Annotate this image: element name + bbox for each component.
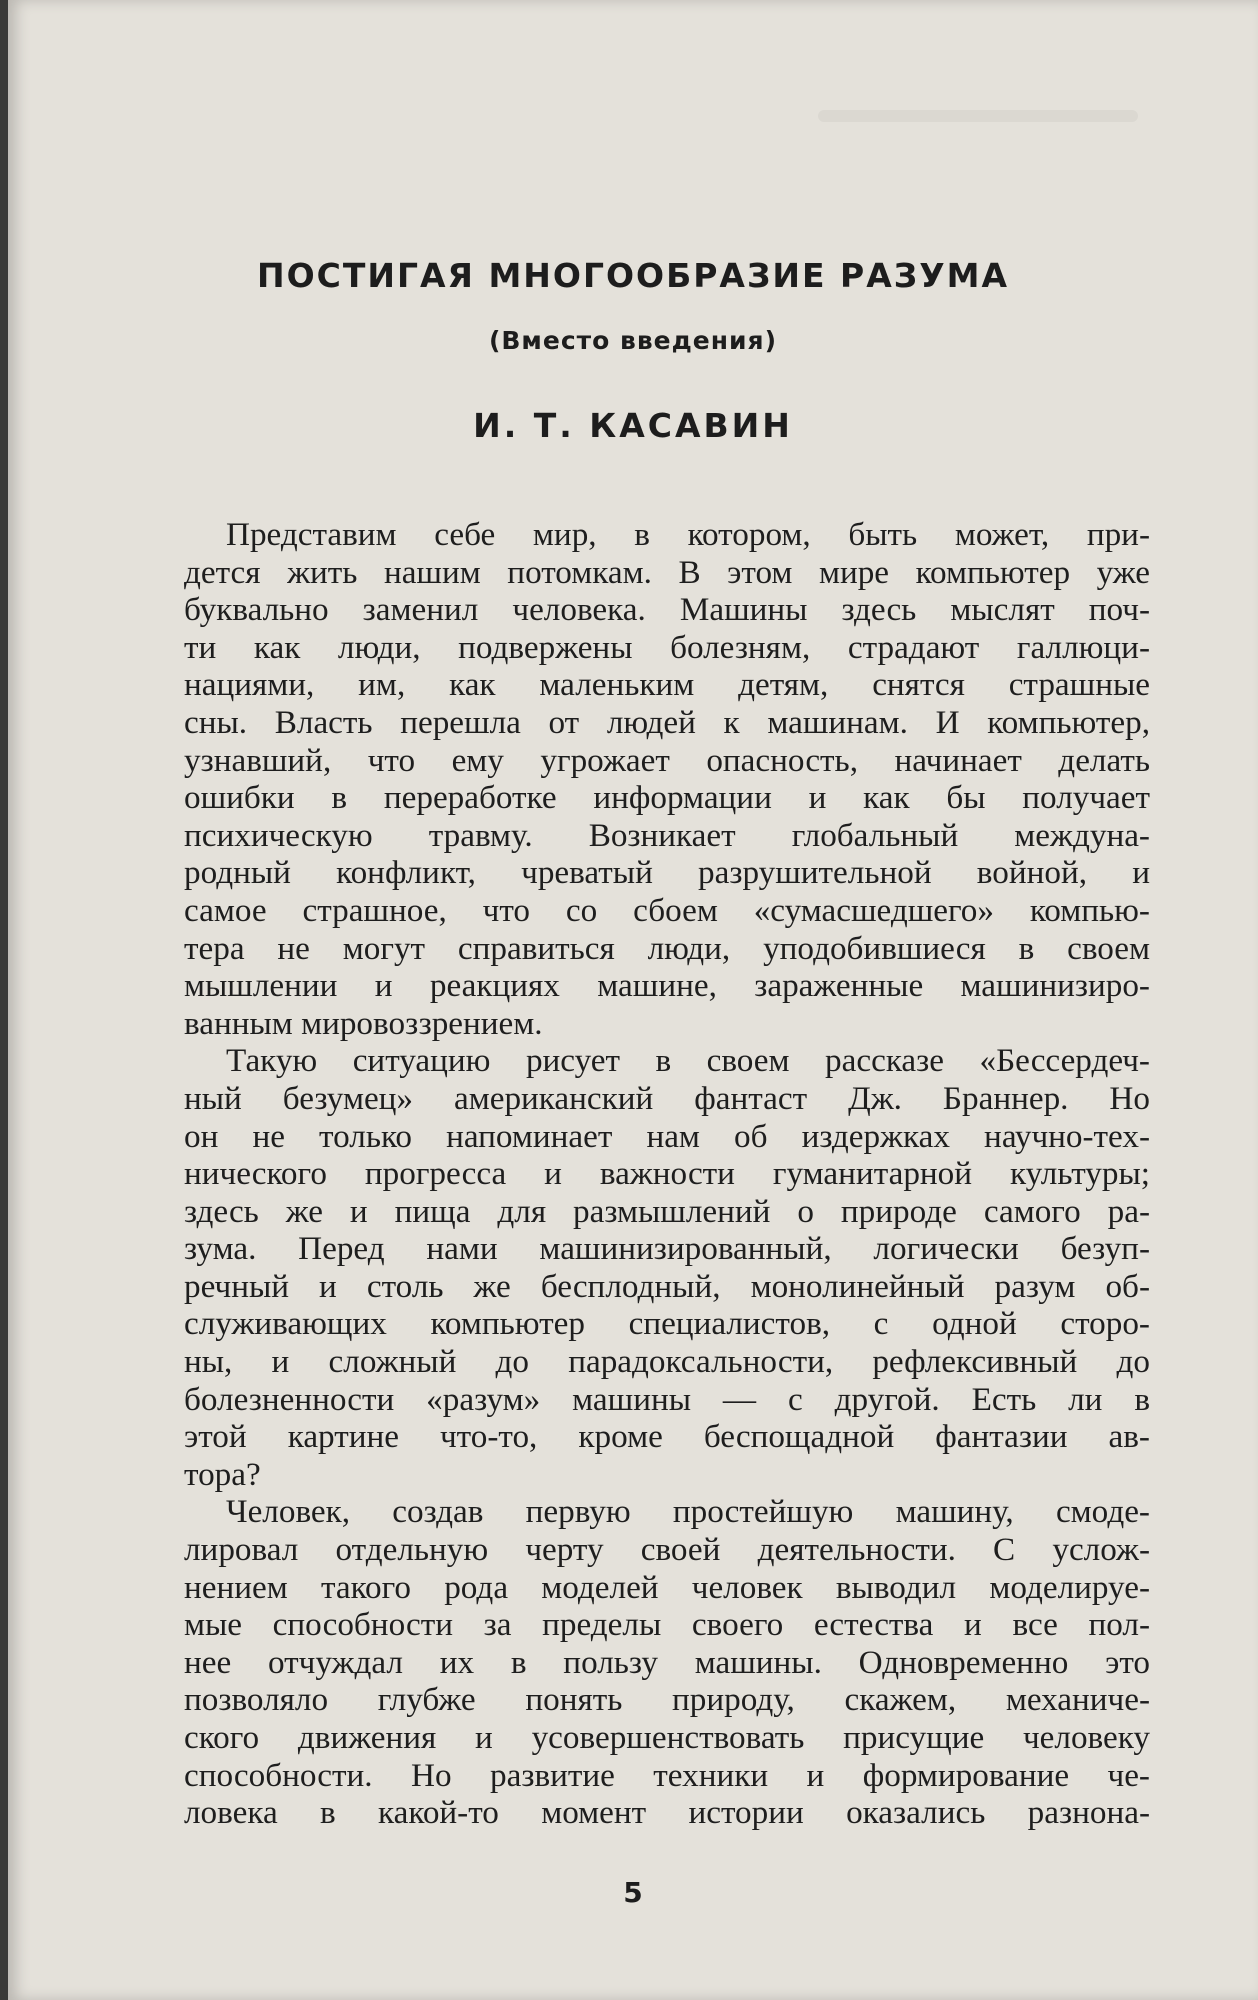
chapter-subtitle: (Вместо введения): [488, 326, 778, 355]
text-line: ского движения и усовершенствовать присущие человеку: [184, 1719, 1150, 1756]
chapter-author: И. Т. КАСАВИН: [473, 406, 793, 445]
paragraph-2: [184, 1042, 1150, 1493]
text-line: родный конфликт, чреватый разрушительной войной, и: [184, 854, 1150, 892]
text-line: речный и столь же бесплодный, монолинейный разум об-: [184, 1267, 1150, 1305]
text-line: способности. Но развитие техники и формирование че-: [184, 1756, 1150, 1794]
text-line: Человек, создав первую простейшую машину, смоде-: [226, 1493, 1150, 1531]
body-text: [184, 516, 1150, 1832]
text-line: мые способности за пределы своего естества и все пол-: [184, 1606, 1150, 1644]
text-line: ловека в какой-то момент истории оказались разнона-: [184, 1794, 1150, 1832]
page-number: 5: [623, 1876, 643, 1909]
paragraph-3: [184, 1493, 1150, 1831]
text-line: болезненности «разум» машины — с другой. Есть ли в: [184, 1380, 1150, 1418]
text-line: буквально заменил человека. Машины здесь мыслят поч-: [184, 591, 1150, 629]
text-line: тора?: [184, 1455, 261, 1493]
paragraph-1: [184, 516, 1150, 1042]
text-line: дется жить нашим потомкам. В этом мире компьютер уже: [184, 553, 1150, 591]
text-line: узнавший, что ему угрожает опасность, начинает делать: [184, 741, 1150, 779]
chapter-title: ПОСТИГАЯ МНОГООБРАЗИЕ РАЗУМА: [256, 256, 1010, 295]
text-line: здесь же и пища для размышлений о природе самого ра-: [184, 1192, 1150, 1230]
text-line: ный безумец» американский фантаст Дж. Браннер. Но: [184, 1079, 1150, 1117]
text-line: этой картине что-то, кроме беспощадной фантазии ав-: [184, 1418, 1150, 1456]
text-line: позволяло глубже понять природу, скажем, механиче-: [184, 1681, 1150, 1719]
text-line: мышлении и реакциях машине, зараженные машинизиро-: [184, 967, 1150, 1005]
text-line: нением такого рода моделей человек выводил моделируе-: [184, 1568, 1150, 1606]
text-line: ванным мировоззрением.: [184, 1004, 543, 1042]
text-line: он не только напоминает нам об издержках научно-тех-: [184, 1117, 1150, 1155]
text-line: ны, и сложный до парадоксальности, рефлексивный до: [184, 1343, 1150, 1381]
text-line: Представим себе мир, в котором, быть может, при-: [226, 516, 1150, 553]
text-line: зума. Перед нами машинизированный, логически безуп-: [184, 1230, 1150, 1268]
text-line: Такую ситуацию рисует в своем рассказе «Бессердеч-: [226, 1042, 1150, 1080]
text-line: лировал отдельную черту своей деятельности. С услож-: [184, 1531, 1150, 1569]
show-through-text: [818, 110, 1138, 122]
text-line: ошибки в переработке информации и как бы получает: [184, 779, 1150, 817]
text-line: психическую травму. Возникает глобальный междуна-: [184, 816, 1150, 854]
text-line: нее отчуждал их в пользу машины. Одновременно это: [184, 1643, 1150, 1681]
text-line: сны. Власть перешла от людей к машинам. И компьютер,: [184, 703, 1150, 741]
text-line: нациями, им, как маленьким детям, снятся страшные: [184, 666, 1150, 704]
text-line: служивающих компьютер специалистов, с одной сторо-: [184, 1305, 1150, 1343]
text-line: ти как люди, подвержены болезням, страдают галлюци-: [184, 628, 1150, 666]
text-line: тера не могут справиться люди, уподобившиеся в своем: [184, 929, 1150, 967]
text-line: нического прогресса и важности гуманитарной культуры;: [184, 1155, 1150, 1193]
text-line: самое страшное, что со сбоем «сумасшедшего» компью-: [184, 891, 1150, 929]
book-page: [8, 0, 1258, 2000]
